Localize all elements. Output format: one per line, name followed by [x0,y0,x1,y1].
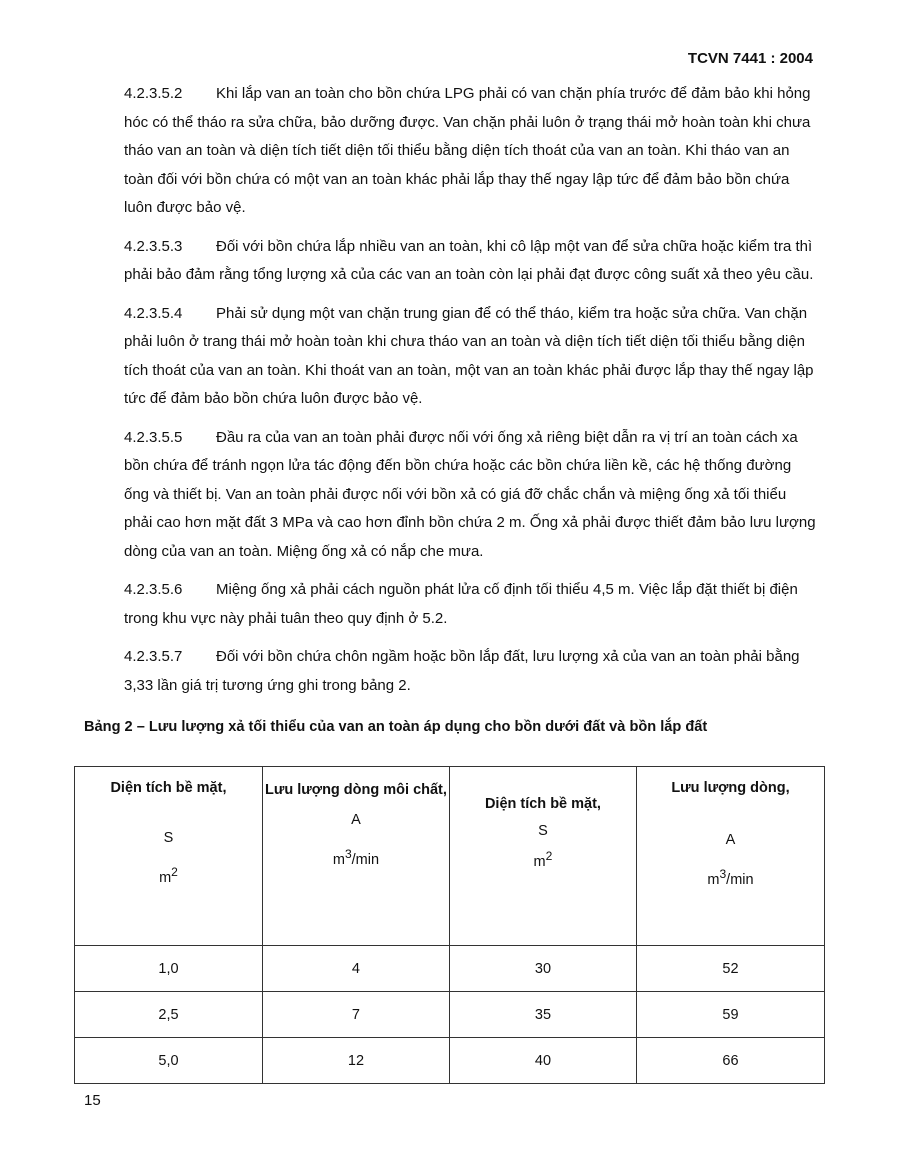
header-symbol: A [725,832,736,848]
table-cell: 7 [262,992,449,1038]
header-flow-rate-medium [262,767,449,946]
clause-number: 4.2.3.5.5 [124,428,183,446]
standard-code: TCVN 7441 : 2004 [687,50,813,67]
header-unit: $m^2$ [533,849,553,870]
table-row [75,946,825,992]
clause-number: 4.2.3.5.4 [124,304,183,322]
header-flow-rate [636,767,824,946]
clause-text: Đối với bồn chứa lắp nhiều van an toàn, khi cô lập một van để sửa chữa hoặc kiểm tra thì phải bảo đảm rằng tổng lượng xả của các van an toàn còn lại phải đạt được công suất xả theo yêu cầu. [124,237,814,283]
table-cell: 35 [449,992,636,1038]
table-cell: 66 [636,1038,824,1084]
header-symbol: A [351,812,361,828]
header-label: Diện tích bề mặt, [484,796,601,812]
header-label: Diện tích bề mặt, [110,780,227,796]
clause-text: Đối với bồn chứa chôn ngầm hoặc bồn lắp đất, lưu lượng xả của van an toàn phải bằng 3,33 lần giá trị tương ứng ghi trong bảng 2. [124,648,800,694]
table-cell: 40 [449,1038,636,1084]
table-row [75,992,825,1038]
header-unit: $m^3/\min$ [332,847,380,868]
clause [124,80,816,223]
clause [124,233,816,290]
discharge-table [74,766,825,1084]
table-cell: 5,0 [75,1038,263,1084]
clause-number: 4.2.3.5.6 [124,581,183,598]
clause [124,424,816,567]
clause-text: Phải sử dụng một van chặn trung gian để có thể tháo, kiểm tra hoặc sửa chữa. Van chặn phải luôn ở trang thái mở hoàn toàn khi chưa tháo van an toàn và diện tích tiết diện tối thiểu bằng diện tích thoát của van an toàn. Khi thoát van an toàn, một van an toàn khác phải được lắp thay thế ngay lập tức để đảm bảo bồn chứa luôn được bảo vệ. [124,304,814,407]
header-surface-area-2 [449,767,636,946]
table-cell: 59 [636,992,824,1038]
clause-text: Miệng ống xả phải cách nguồn phát lửa cố định tối thiểu 4,5 m. Việc lắp đặt thiết bị điện trong khu vực này phải tuân theo quy định ở 5.2. [124,581,798,627]
header-symbol: S [538,823,548,839]
header-surface-area [75,767,263,946]
clause-number: 4.2.3.5.3 [124,237,183,255]
clause [124,300,816,414]
clause-text: Khi lắp van an toàn cho bồn chứa LPG phải có van chặn phía trước để đảm bảo khi hỏng hóc có thể tháo ra sửa chữa, bảo dưỡng được. Van chặn phải luôn ở trạng thái mở hoàn toàn khi chưa tháo van an toàn và diện tích tiết diện tối thiểu bằng diện tích thoát của van an toàn. Khi tháo van an toàn đối với bồn chứa có một van an toàn khác phải lắp thay thế ngay lập tức để đảm bảo bồn chứa luôn được bảo vệ. [124,85,811,216]
clause-number: 4.2.3.5.2 [124,85,183,102]
header-symbol: S [163,830,174,846]
table-header-row [75,767,825,946]
header-unit: $m^2$ [159,865,178,886]
clause-text: Đầu ra của van an toàn phải được nối với ống xả riêng biệt dẫn ra vị trí an toàn cách xa bồn chứa để tránh ngọn lửa tác động đến bồn chứa hoặc các bồn chứa liền kề, các hệ thống đường ống và thiết bị. Van an toàn phải được nối với bồn xả có giá đỡ chắc chắn và miệng ống xả tối thiểu phải cao hơn mặt đất 3 MPa và cao hơn đỉnh bồn chứa 2 m. Ống xả phải được thiết đảm bảo lưu lượng dòng của van an toàn. Miệng ống xả có nắp che mưa. [124,428,816,560]
header-label: Lưu lượng dòng môi chất, [264,782,447,798]
clause-number: 4.2.3.5.7 [124,648,183,665]
table-cell: 12 [262,1038,449,1084]
table-cell: 52 [636,946,824,992]
table-row [75,1038,825,1084]
header-unit: $m^3/\min$ [707,867,754,888]
header-label: Lưu lượng dòng, [671,780,790,796]
table-caption: Bảng 2 – Lưu lượng xả tối thiểu của van an toàn áp dụng cho bồn dưới đất và bồn lắp đất [84,719,708,735]
clause [124,576,816,633]
clauses-section [124,80,816,710]
page-number: 15 [84,1092,101,1109]
table-cell: 1,0 [75,946,263,992]
clause [124,643,816,700]
table-cell: 2,5 [75,992,263,1038]
table-cell: 30 [449,946,636,992]
table-cell: 4 [262,946,449,992]
